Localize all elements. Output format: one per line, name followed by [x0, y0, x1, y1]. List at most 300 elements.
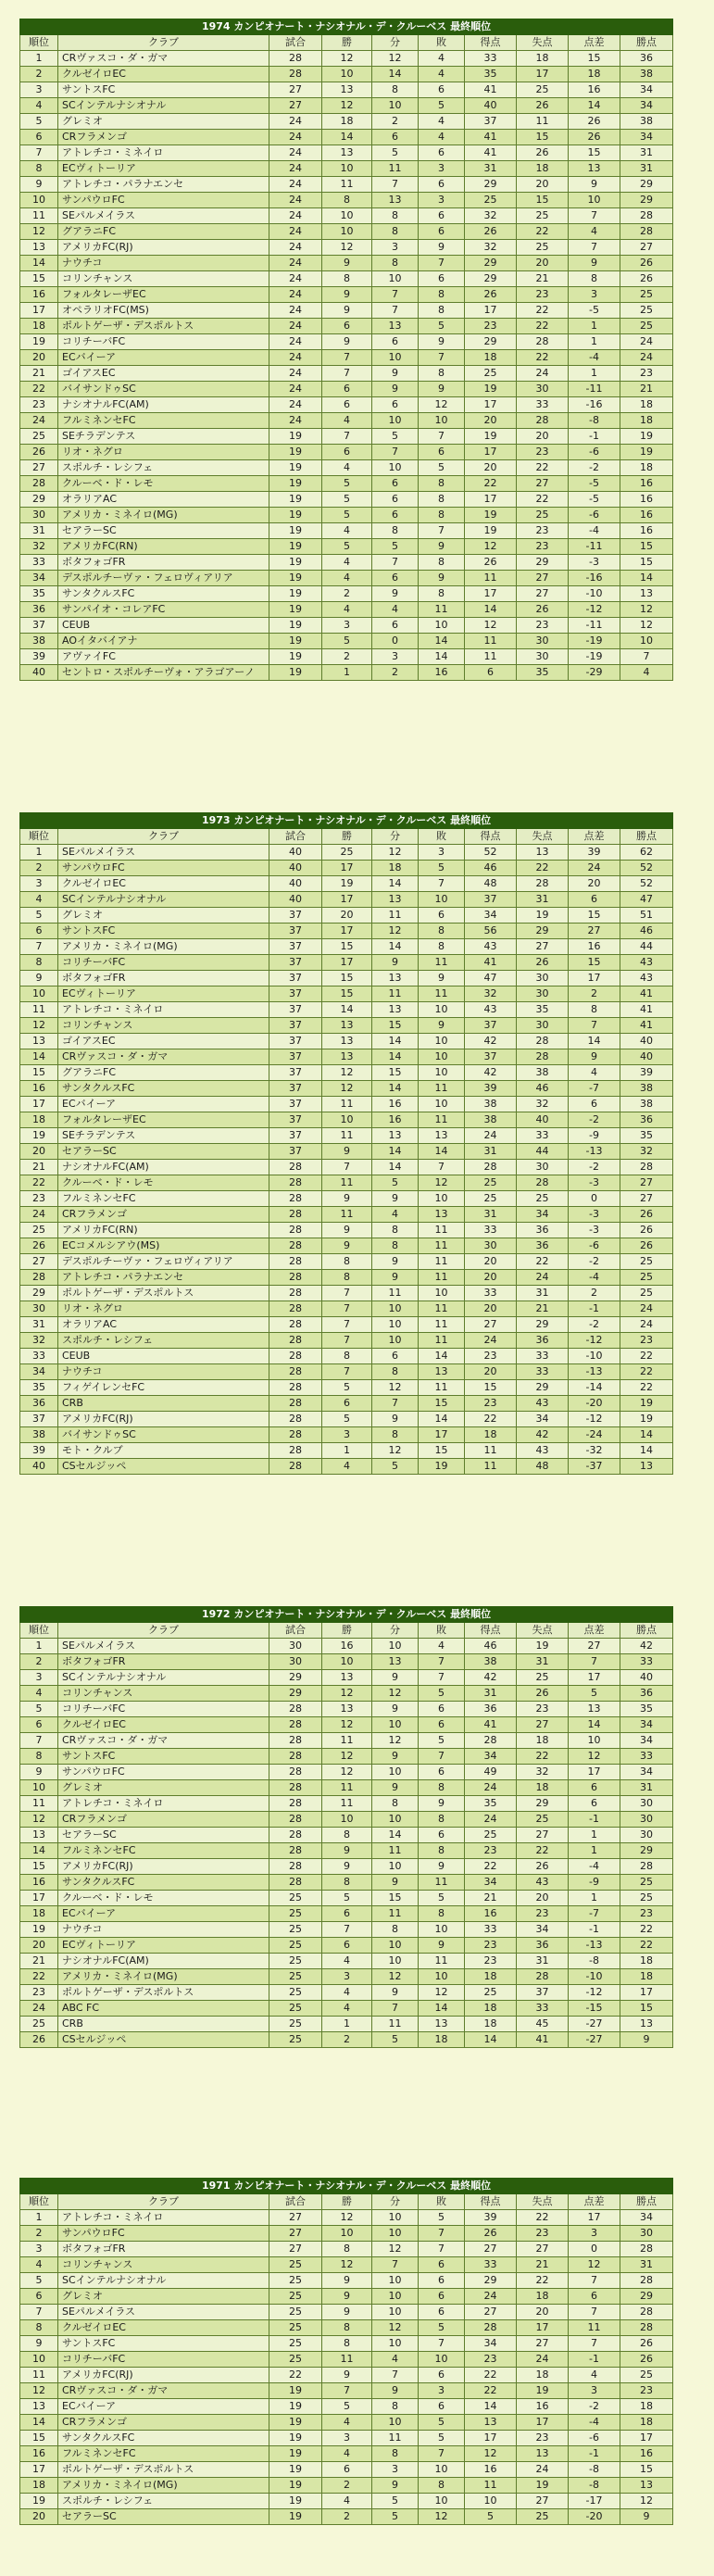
cell-club[interactable]: フルミネンセFC — [58, 1843, 269, 1859]
cell-losses: 5 — [419, 1686, 465, 1702]
cell-club[interactable]: ポルトゲーザ・デスポルトス — [58, 319, 269, 334]
cell-losses: 6 — [419, 1702, 465, 1717]
column-header-club: クラブ — [58, 35, 269, 51]
cell-club[interactable]: ECバイーア — [58, 1097, 269, 1112]
cell-goals-for: 49 — [465, 1765, 517, 1780]
cell-club[interactable]: アメリカ・ミネイロ(MG) — [58, 508, 269, 523]
table-row — [20, 1396, 673, 1412]
cell-goal-diff: -5 — [569, 476, 620, 492]
table-row — [20, 2336, 673, 2352]
cell-rank: 21 — [20, 1160, 58, 1175]
cell-club[interactable]: セアラーSC — [58, 523, 269, 539]
cell-club[interactable]: グアラニFC — [58, 1065, 269, 1081]
cell-club[interactable]: ECコメルシアウ(MS) — [58, 1238, 269, 1254]
cell-club[interactable]: スポルチ・レシフェ — [58, 1333, 269, 1349]
cell-club[interactable]: サンタクルスFC — [58, 2431, 269, 2446]
cell-rank: 5 — [20, 114, 58, 130]
cell-club[interactable]: サンパウロFC — [58, 2226, 269, 2242]
cell-points: 28 — [620, 224, 673, 240]
cell-club[interactable]: CRヴァスコ・ダ・ガマ — [58, 1733, 269, 1749]
cell-club[interactable]: ECヴィトーリア — [58, 986, 269, 1002]
column-header-points: 勝点 — [620, 829, 673, 845]
cell-club[interactable]: セントロ・スポルチーヴォ・アラゴアーノ — [58, 665, 269, 681]
cell-points: 29 — [620, 2289, 673, 2305]
table-row — [20, 1733, 673, 1749]
cell-club[interactable]: ナウチコ — [58, 256, 269, 271]
cell-club[interactable]: ECバイーア — [58, 1906, 269, 1922]
cell-rank: 35 — [20, 1380, 58, 1396]
cell-goals-for: 17 — [465, 586, 517, 602]
cell-club[interactable]: CRヴァスコ・ダ・ガマ — [58, 1049, 269, 1065]
cell-goals-against: 30 — [517, 649, 569, 665]
cell-goals-against: 28 — [517, 1969, 569, 1985]
cell-rank: 5 — [20, 2273, 58, 2289]
cell-club[interactable]: デスポルチーヴァ・フェロヴィアリア — [58, 571, 269, 586]
cell-goals-against: 45 — [517, 2017, 569, 2032]
cell-club[interactable]: アヴァイFC — [58, 649, 269, 665]
cell-club[interactable]: アメリカFC(RN) — [58, 1223, 269, 1238]
cell-club[interactable]: SEパルメイラス — [58, 208, 269, 224]
cell-played: 28 — [269, 1333, 322, 1349]
cell-club[interactable]: SCインテルナシオナル — [58, 892, 269, 908]
cell-wins: 7 — [322, 1922, 372, 1938]
cell-goal-diff: -20 — [569, 2509, 620, 2525]
cell-club[interactable]: アメリカFC(RJ) — [58, 240, 269, 256]
cell-wins: 2 — [322, 2032, 372, 2048]
cell-rank: 15 — [20, 271, 58, 287]
cell-club[interactable]: グアラニFC — [58, 224, 269, 240]
cell-club[interactable]: ECヴィトーリア — [58, 161, 269, 177]
cell-club[interactable]: オラリアAC — [58, 1317, 269, 1333]
cell-club[interactable]: CRフラメンゴ — [58, 1207, 269, 1223]
cell-played: 25 — [269, 1985, 322, 2001]
cell-rank: 11 — [20, 208, 58, 224]
cell-wins: 10 — [322, 224, 372, 240]
cell-club[interactable]: サンパウロFC — [58, 1765, 269, 1780]
cell-club[interactable]: バイサンドゥSC — [58, 382, 269, 397]
cell-club[interactable]: アトレチコ・ミネイロ — [58, 145, 269, 161]
cell-club[interactable]: CRヴァスコ・ダ・ガマ — [58, 51, 269, 67]
cell-club[interactable]: サントスFC — [58, 1749, 269, 1765]
cell-draws: 7 — [372, 1396, 419, 1412]
cell-club[interactable]: ECヴィトーリア — [58, 1938, 269, 1954]
table-row — [20, 334, 673, 350]
cell-club[interactable]: CSセルジッペ — [58, 1459, 269, 1475]
cell-played: 25 — [269, 2336, 322, 2352]
cell-club[interactable]: ポルトゲーザ・デスポルトス — [58, 2462, 269, 2478]
cell-rank: 10 — [20, 2352, 58, 2368]
cell-played: 28 — [269, 67, 322, 82]
cell-wins: 2 — [322, 2478, 372, 2494]
cell-rank: 18 — [20, 1906, 58, 1922]
cell-losses: 14 — [419, 1144, 465, 1160]
cell-goals-against: 30 — [517, 1160, 569, 1175]
cell-wins: 8 — [322, 2320, 372, 2336]
cell-played: 28 — [269, 1207, 322, 1223]
cell-club[interactable]: サンパウロFC — [58, 193, 269, 208]
cell-goal-diff: -6 — [569, 2431, 620, 2446]
cell-draws: 9 — [372, 1670, 419, 1686]
cell-rank: 26 — [20, 1238, 58, 1254]
cell-wins: 1 — [322, 1443, 372, 1459]
cell-played: 25 — [269, 2001, 322, 2017]
cell-goals-against: 21 — [517, 1301, 569, 1317]
cell-goals-for: 16 — [465, 2462, 517, 2478]
cell-club[interactable]: コリンチャンス — [58, 1018, 269, 1034]
cell-club[interactable]: ボタフォゴFR — [58, 555, 269, 571]
cell-losses: 8 — [419, 939, 465, 955]
cell-club[interactable]: セアラーSC — [58, 2509, 269, 2525]
cell-wins: 17 — [322, 924, 372, 939]
cell-club[interactable]: コリチーバFC — [58, 2352, 269, 2368]
cell-club[interactable]: リオ・ネグロ — [58, 1301, 269, 1317]
cell-club[interactable]: CRフラメンゴ — [58, 2415, 269, 2431]
cell-club[interactable]: クルゼイロEC — [58, 67, 269, 82]
cell-losses: 10 — [419, 1286, 465, 1301]
cell-goals-for: 52 — [465, 845, 517, 861]
cell-club[interactable]: クルゼイロEC — [58, 1717, 269, 1733]
cell-wins: 5 — [322, 539, 372, 555]
cell-losses: 10 — [419, 1065, 465, 1081]
cell-club[interactable]: サンパイオ・コレアFC — [58, 602, 269, 618]
cell-goals-for: 43 — [465, 939, 517, 955]
cell-goal-diff: 7 — [569, 1654, 620, 1670]
cell-club[interactable]: SEパルメイラス — [58, 1639, 269, 1654]
cell-points: 42 — [620, 1639, 673, 1654]
cell-club[interactable]: CSセルジッペ — [58, 2032, 269, 2048]
cell-goals-against: 22 — [517, 350, 569, 366]
table-row — [20, 2032, 673, 2048]
cell-club[interactable]: グレミオ — [58, 908, 269, 924]
cell-losses: 7 — [419, 1670, 465, 1686]
cell-club[interactable]: ナウチコ — [58, 1922, 269, 1938]
cell-points: 9 — [620, 2032, 673, 2048]
cell-draws: 5 — [372, 539, 419, 555]
cell-goals-for: 41 — [465, 82, 517, 98]
cell-club[interactable]: フルミネンセFC — [58, 2446, 269, 2462]
cell-losses: 13 — [419, 1207, 465, 1223]
cell-rank: 16 — [20, 2446, 58, 2462]
cell-points: 15 — [620, 555, 673, 571]
cell-club[interactable]: CRB — [58, 1396, 269, 1412]
cell-rank: 8 — [20, 2320, 58, 2336]
standings-table — [19, 2178, 673, 2525]
cell-points: 41 — [620, 986, 673, 1002]
cell-wins: 8 — [322, 1349, 372, 1364]
cell-club[interactable]: アトレチコ・パラナエンセ — [58, 177, 269, 193]
cell-rank: 35 — [20, 586, 58, 602]
cell-wins: 9 — [322, 2273, 372, 2289]
cell-goals-against: 34 — [517, 1412, 569, 1427]
cell-draws: 16 — [372, 1097, 419, 1112]
cell-club[interactable]: セアラーSC — [58, 1828, 269, 1843]
cell-wins: 8 — [322, 2242, 372, 2257]
cell-club[interactable]: リオ・ネグロ — [58, 445, 269, 460]
cell-club[interactable]: フルミネンセFC — [58, 1191, 269, 1207]
cell-played: 24 — [269, 413, 322, 429]
cell-club[interactable]: サントスFC — [58, 82, 269, 98]
cell-club[interactable]: SCインテルナシオナル — [58, 98, 269, 114]
cell-rank: 10 — [20, 1780, 58, 1796]
cell-club[interactable]: ボタフォゴFR — [58, 1654, 269, 1670]
cell-points: 38 — [620, 1097, 673, 1112]
table-row — [20, 2352, 673, 2368]
cell-club[interactable]: グレミオ — [58, 1780, 269, 1796]
cell-rank: 14 — [20, 1843, 58, 1859]
cell-club[interactable]: アメリカ・ミネイロ(MG) — [58, 2478, 269, 2494]
cell-goals-against: 43 — [517, 1443, 569, 1459]
cell-club[interactable]: CEUB — [58, 618, 269, 634]
cell-club[interactable]: サンタクルスFC — [58, 1081, 269, 1097]
cell-points: 30 — [620, 1796, 673, 1812]
cell-club[interactable]: SEパルメイラス — [58, 2305, 269, 2320]
cell-played: 19 — [269, 2431, 322, 2446]
cell-losses: 5 — [419, 1733, 465, 1749]
cell-goals-against: 26 — [517, 145, 569, 161]
cell-club[interactable]: CRヴァスコ・ダ・ガマ — [58, 2383, 269, 2399]
cell-goals-against: 15 — [517, 193, 569, 208]
cell-club[interactable]: ゴイアスEC — [58, 366, 269, 382]
cell-club[interactable]: CRフラメンゴ — [58, 1812, 269, 1828]
cell-points: 36 — [620, 1112, 673, 1128]
cell-rank: 21 — [20, 1954, 58, 1969]
cell-club[interactable]: オラリアAC — [58, 492, 269, 508]
cell-club[interactable]: サンパウロFC — [58, 861, 269, 876]
cell-rank: 28 — [20, 476, 58, 492]
table-row — [20, 208, 673, 224]
cell-club[interactable]: CRフラメンゴ — [58, 130, 269, 145]
cell-points: 22 — [620, 1938, 673, 1954]
cell-club[interactable]: デスポルチーヴァ・フェロヴィアリア — [58, 1254, 269, 1270]
table-row — [20, 1828, 673, 1843]
cell-draws: 11 — [372, 908, 419, 924]
cell-club[interactable]: ABC FC — [58, 2001, 269, 2017]
cell-club[interactable]: AOイタバイアナ — [58, 634, 269, 649]
cell-club[interactable]: サントスFC — [58, 924, 269, 939]
cell-points: 25 — [620, 1891, 673, 1906]
cell-draws: 10 — [372, 2226, 419, 2242]
cell-goals-against: 40 — [517, 1112, 569, 1128]
cell-goals-for: 42 — [465, 1065, 517, 1081]
cell-club[interactable]: クルーベ・ド・レモ — [58, 1175, 269, 1191]
cell-goals-for: 24 — [465, 1812, 517, 1828]
cell-club[interactable]: ナシオナルFC(AM) — [58, 397, 269, 413]
cell-goals-for: 39 — [465, 2210, 517, 2226]
cell-rank: 32 — [20, 1333, 58, 1349]
cell-club[interactable]: フォルタレーザEC — [58, 1112, 269, 1128]
cell-club[interactable]: アメリカ・ミネイロ(MG) — [58, 1969, 269, 1985]
cell-points: 22 — [620, 1364, 673, 1380]
cell-goal-diff: -13 — [569, 1938, 620, 1954]
cell-wins: 6 — [322, 1396, 372, 1412]
cell-club[interactable]: ポルトゲーザ・デスポルトス — [58, 1286, 269, 1301]
cell-draws: 7 — [372, 555, 419, 571]
table-row — [20, 2368, 673, 2383]
table-row — [20, 2383, 673, 2399]
cell-club[interactable]: サンタクルスFC — [58, 1875, 269, 1891]
cell-rank: 7 — [20, 145, 58, 161]
cell-club[interactable]: クルゼイロEC — [58, 876, 269, 892]
cell-points: 18 — [620, 2415, 673, 2431]
cell-club[interactable]: ゴイアスEC — [58, 1034, 269, 1049]
cell-points: 26 — [620, 271, 673, 287]
cell-goals-against: 26 — [517, 1686, 569, 1702]
table-row — [20, 82, 673, 98]
cell-club[interactable]: コリチーバFC — [58, 334, 269, 350]
cell-played: 25 — [269, 1891, 322, 1906]
table-row — [20, 1717, 673, 1733]
cell-club[interactable]: ナウチコ — [58, 1364, 269, 1380]
cell-goals-for: 13 — [465, 2415, 517, 2431]
cell-points: 38 — [620, 114, 673, 130]
cell-club[interactable]: サンタクルスFC — [58, 586, 269, 602]
cell-club[interactable]: コリンチャンス — [58, 1686, 269, 1702]
cell-goal-diff: 13 — [569, 161, 620, 177]
cell-draws: 8 — [372, 1364, 419, 1380]
cell-wins: 1 — [322, 2017, 372, 2032]
cell-points: 34 — [620, 1717, 673, 1733]
cell-rank: 16 — [20, 1875, 58, 1891]
cell-rank: 39 — [20, 649, 58, 665]
cell-club[interactable]: アトレチコ・ミネイロ — [58, 1796, 269, 1812]
cell-draws: 10 — [372, 1954, 419, 1969]
cell-losses: 6 — [419, 82, 465, 98]
cell-points: 27 — [620, 240, 673, 256]
cell-losses: 8 — [419, 287, 465, 303]
cell-wins: 9 — [322, 2305, 372, 2320]
cell-draws: 12 — [372, 1380, 419, 1396]
cell-goals-for: 14 — [465, 2399, 517, 2415]
cell-wins: 9 — [322, 1191, 372, 1207]
cell-draws: 8 — [372, 1427, 419, 1443]
cell-club[interactable]: アトレチコ・ミネイロ — [58, 1002, 269, 1018]
cell-club[interactable]: グレミオ — [58, 2289, 269, 2305]
cell-played: 19 — [269, 2383, 322, 2399]
cell-goal-diff: -10 — [569, 1349, 620, 1364]
cell-points: 26 — [620, 1223, 673, 1238]
cell-draws: 9 — [372, 586, 419, 602]
cell-wins: 12 — [322, 2210, 372, 2226]
cell-club[interactable]: フルミネンセFC — [58, 413, 269, 429]
cell-club[interactable]: フィゲイレンセFC — [58, 1380, 269, 1396]
cell-rank: 1 — [20, 1639, 58, 1654]
cell-club[interactable]: クルーベ・ド・レモ — [58, 1891, 269, 1906]
cell-club[interactable]: クルゼイロEC — [58, 2320, 269, 2336]
table-row — [20, 1780, 673, 1796]
cell-losses: 9 — [419, 1018, 465, 1034]
cell-club[interactable]: アトレチコ・ミネイロ — [58, 2210, 269, 2226]
cell-draws: 5 — [372, 1175, 419, 1191]
cell-club[interactable]: アメリカ・ミネイロ(MG) — [58, 939, 269, 955]
cell-club[interactable]: SCインテルナシオナル — [58, 1670, 269, 1686]
cell-goal-diff: 12 — [569, 1749, 620, 1765]
cell-goals-for: 11 — [465, 2478, 517, 2494]
cell-club[interactable]: コリチーバFC — [58, 1702, 269, 1717]
cell-club[interactable]: ECバイーア — [58, 2399, 269, 2415]
cell-club[interactable]: CRB — [58, 2017, 269, 2032]
cell-club[interactable]: セアラーSC — [58, 1144, 269, 1160]
cell-goal-diff: 11 — [569, 2320, 620, 2336]
cell-wins: 9 — [322, 256, 372, 271]
cell-played: 28 — [269, 1223, 322, 1238]
cell-club[interactable]: スポルチ・レシフェ — [58, 460, 269, 476]
cell-club[interactable]: コリンチャンス — [58, 271, 269, 287]
cell-club[interactable]: CEUB — [58, 1349, 269, 1364]
cell-club[interactable]: アメリカFC(RJ) — [58, 1412, 269, 1427]
cell-club[interactable]: クルーベ・ド・レモ — [58, 476, 269, 492]
cell-goals-against: 22 — [517, 2273, 569, 2289]
cell-club[interactable]: ボタフォゴFR — [58, 2242, 269, 2257]
cell-club[interactable]: SEチラデンテス — [58, 1128, 269, 1144]
cell-club[interactable]: フォルタレーザEC — [58, 287, 269, 303]
cell-losses: 13 — [419, 1128, 465, 1144]
cell-goal-diff: -29 — [569, 665, 620, 681]
cell-club[interactable]: ナシオナルFC(AM) — [58, 1954, 269, 1969]
table-row — [20, 1859, 673, 1875]
cell-club[interactable]: スポルチ・レシフェ — [58, 2494, 269, 2509]
cell-goal-diff: 16 — [569, 82, 620, 98]
cell-club[interactable]: オペラリオFC(MS) — [58, 303, 269, 319]
cell-club[interactable]: グレミオ — [58, 114, 269, 130]
cell-wins: 12 — [322, 1686, 372, 1702]
cell-points: 18 — [620, 2399, 673, 2415]
cell-club[interactable]: アメリカFC(RJ) — [58, 2368, 269, 2383]
cell-club[interactable]: アメリカFC(RJ) — [58, 1859, 269, 1875]
cell-club[interactable]: アトレチコ・パラナエンセ — [58, 1270, 269, 1286]
cell-club[interactable]: ナシオナルFC(AM) — [58, 1160, 269, 1175]
cell-draws: 10 — [372, 1317, 419, 1333]
cell-wins: 11 — [322, 1175, 372, 1191]
cell-rank: 8 — [20, 1749, 58, 1765]
cell-played: 27 — [269, 2210, 322, 2226]
cell-goal-diff: -7 — [569, 1081, 620, 1097]
cell-club[interactable]: コリチーバFC — [58, 955, 269, 971]
cell-club[interactable]: ポルトゲーザ・デスポルトス — [58, 1985, 269, 2001]
cell-points: 19 — [620, 445, 673, 460]
cell-club[interactable]: モト・クルブ — [58, 1443, 269, 1459]
cell-club[interactable]: SEパルメイラス — [58, 845, 269, 861]
cell-club[interactable]: バイサンドゥSC — [58, 1427, 269, 1443]
cell-club[interactable]: サントスFC — [58, 2336, 269, 2352]
cell-rank: 25 — [20, 2017, 58, 2032]
cell-goals-for: 22 — [465, 1859, 517, 1875]
cell-losses: 11 — [419, 1301, 465, 1317]
cell-draws: 10 — [372, 1717, 419, 1733]
cell-points: 28 — [620, 2242, 673, 2257]
table-row — [20, 2478, 673, 2494]
cell-rank: 36 — [20, 1396, 58, 1412]
cell-played: 25 — [269, 2352, 322, 2368]
cell-losses: 3 — [419, 193, 465, 208]
cell-played: 19 — [269, 2446, 322, 2462]
cell-goals-against: 24 — [517, 366, 569, 382]
cell-goals-against: 23 — [517, 618, 569, 634]
cell-club[interactable]: アメリカFC(RN) — [58, 539, 269, 555]
cell-club[interactable]: ボタフォゴFR — [58, 971, 269, 986]
cell-club[interactable]: コリンチャンス — [58, 2257, 269, 2273]
cell-wins: 4 — [322, 1459, 372, 1475]
cell-wins: 2 — [322, 649, 372, 665]
cell-goals-against: 27 — [517, 1828, 569, 1843]
cell-club[interactable]: ECバイーア — [58, 350, 269, 366]
cell-losses: 11 — [419, 1270, 465, 1286]
cell-club[interactable]: SCインテルナシオナル — [58, 2273, 269, 2289]
cell-club[interactable]: SEチラデンテス — [58, 429, 269, 445]
cell-wins: 2 — [322, 586, 372, 602]
cell-played: 19 — [269, 445, 322, 460]
cell-goals-against: 31 — [517, 1954, 569, 1969]
column-header-rank: 順位 — [20, 2194, 58, 2210]
